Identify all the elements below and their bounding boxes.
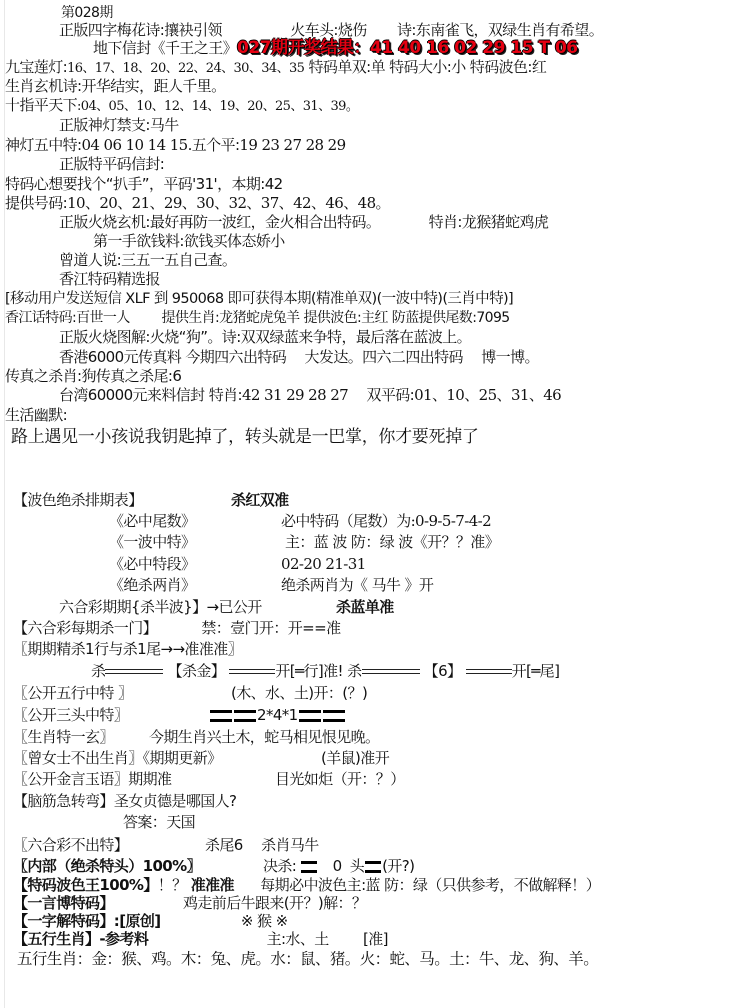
kill-door-line: 【六合彩每期杀一门】 禁：壹门开：开==准 — [13, 619, 341, 637]
double-line-divider — [229, 669, 275, 674]
five-zodiac-list: 五行生肖：金：猴、鸡。木：兔、虎。水：鼠、猪。火：蛇、马。土：牛、龙、狗、羊。 — [17, 950, 599, 968]
riddle-line: 【脑筋急转弯】圣女贞德是哪国人? — [13, 792, 237, 810]
one-char-line: 【一字解特码】:[原创] ※ 猴 ※ — [13, 912, 288, 930]
special-hint-line: 特码心想要找个“扒手”，平码'31'，本期:42 — [5, 175, 283, 193]
block-bar-icon — [323, 710, 345, 722]
taiwan-line: 台湾60000元来料信封 特肖:42 31 29 28 27 双平码:01、10、25、31、46 — [59, 386, 562, 404]
shendeng-ban-line: 正版神灯禁支:马牛 — [59, 116, 179, 134]
poem-line: 正版四字梅花诗:攘袂引领 火车头:烧伤 诗:东南雀飞，双绿生肖有希望。 — [59, 21, 604, 39]
envelope-line: 地下信封《千王之王》027期开奖结果：41 40 16 02 29 15 T 06 — [93, 38, 578, 58]
fire-mystery-line: 正版火烧玄机:最好再防一波红，金火相合出特码。 特肖:龙猴猪蛇鸡虎 — [59, 213, 549, 231]
fire-diagram-line: 正版火烧图解:火烧“狗”。诗:双双绿蓝来争特，最后落在蓝波上。 — [59, 328, 472, 346]
fax-kill-line: 传真之杀肖:狗传真之杀尾:6 — [5, 367, 182, 385]
zeng-line: 曾道人说:三五一五自己查。 — [59, 251, 237, 269]
double-line-divider — [466, 669, 512, 674]
hk-fax-line: 香港6000元传真料 今期四六出特码 大发达。四六二四出特码 博一博。 — [59, 348, 539, 366]
internal-line: 〖内部（绝杀特头）100%〗 决杀: 0 头 (开?) — [13, 857, 415, 875]
table-row: 《必中尾数》 必中特码（尾数）为:0-9-5-7-4-2 — [109, 512, 492, 530]
first-hand-line: 第一手欲钱料:欲钱买体态娇小 — [93, 232, 285, 250]
xiangjiang-code-line: 香江话特码:百世一人 提供生肖:龙猪蛇虎兔羊 提供波色:主红 防蓝提供尾数:7095 — [5, 310, 510, 326]
table-row: 《一波中特》 主：蓝 波 防：绿 波《开？？准》 — [109, 533, 500, 551]
zodiac-poem-line: 生肖玄机诗:开华结实，距人千里。 — [5, 77, 226, 95]
block-bar-icon — [301, 861, 317, 873]
block-bar-icon — [210, 710, 232, 722]
kill-line: 杀 【杀金】 开[═行]准! 杀 【6】 开[═尾] — [91, 662, 560, 680]
zodiac-mystery-line: 〖生肖特一玄〗 今期生肖兴土木，蛇马相见恨见晚。 — [13, 728, 380, 746]
block-bar-icon — [234, 710, 256, 722]
kill-line-title: 〖期期精杀1行与杀1尾→→准准准〗 — [13, 640, 243, 658]
lottery-document — [4, 0, 748, 1008]
wave-king-line: 【特码波色王100%】！？ 准准准 每期必中波色主:蓝 防：绿（只供参考，不做解释！） — [13, 876, 601, 894]
shizhi-line: 十指平天下:04、05、10、12、14、19、20、25、31、39。 — [5, 96, 359, 114]
humor-label: 生活幽默: — [5, 406, 68, 424]
golden-words-line: 〖公开金言玉语〗期期准 目光如炬（开：？） — [13, 770, 405, 788]
sms-promo: [移动用户发送短信 XLF 到 950068 即可获得本期(精准单双)(一波中特)(三肖中特)] — [5, 291, 514, 307]
jiubao-line: 九宝莲灯:16、17、18、20、22、24、30、34、35 特码单双:单 特码大小:小 特码波色:红 — [5, 58, 547, 76]
table-row: 《必中特段》 02-20 21-31 — [109, 555, 366, 573]
riddle-answer: 答案：天国 — [123, 813, 196, 831]
wave-kill-line: 【波色绝杀排期表】 杀红双准 — [13, 491, 289, 509]
one-word-line: 【一言博特码】 鸡走前后牛跟来(开？)解：？ — [13, 894, 367, 912]
xiangjiang-title: 香江特码精选报 — [59, 270, 160, 288]
table-row: 《绝杀两肖》 绝杀两肖为《 马牛 》开 — [109, 576, 434, 594]
flat-envelope-line: 正版特平码信封: — [59, 155, 165, 173]
humor-text: 路上遇见一小孩说我钥匙掉了，转头就是一巴掌，你才要死掉了 — [11, 427, 479, 447]
block-bar-icon — [299, 710, 321, 722]
zeng-lady-line: 〖曾女士不出生肖〗《期期更新》 (羊鼠)准开 — [13, 749, 390, 767]
not-special-line: 〖六合彩不出特】 杀尾6 杀肖马牛 — [13, 836, 319, 854]
shendeng-line: 神灯五中特:04 06 10 14 15.五个平:19 23 27 28 29 — [5, 136, 346, 154]
five-zodiac-line: 【五行生肖】-参考料 主:水、土 [准] — [13, 930, 388, 948]
issue-number: 第028期 — [61, 5, 113, 21]
block-bar-icon — [365, 861, 381, 873]
double-line-divider — [105, 669, 163, 674]
double-line-divider — [362, 669, 420, 674]
half-wave-line: 六合彩期期{杀半波}】→已公开 杀蓝单准 — [59, 598, 394, 616]
result-banner: 027期开奖结果：41 40 16 02 29 15 T 06 — [237, 38, 578, 58]
three-heads-line: 〖公开三头中特〗 2*4*1 — [13, 706, 346, 724]
provide-numbers-line: 提供号码:10、20、21、29、30、32、37、42、46、48。 — [5, 194, 390, 212]
five-elements-line: 〖公开五行中特 〗 (木、水、土)开：(？) — [13, 684, 368, 702]
